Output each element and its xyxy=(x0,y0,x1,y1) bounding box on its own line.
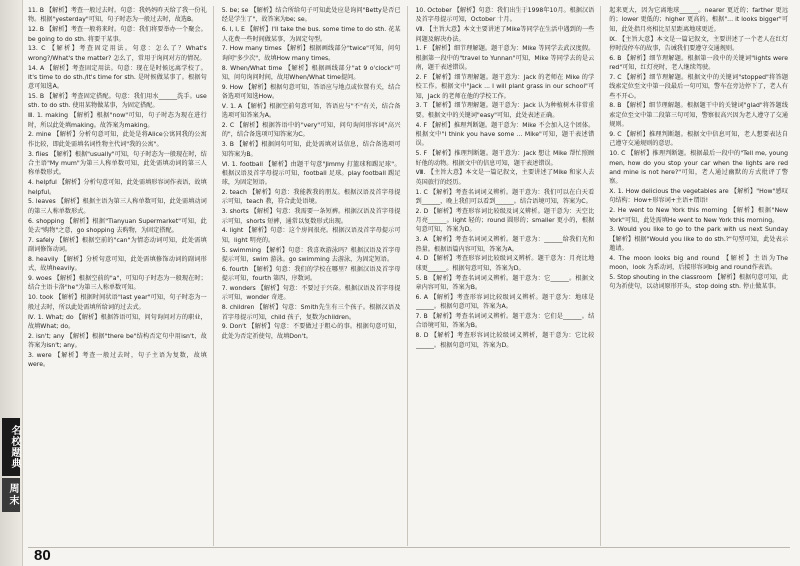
answer-paragraph: 2. mine 【解析】分析句意可知，此处是将Alice公寓同我的公寓作比较，即此处需填名词性物主代词"我的公寓"。 xyxy=(28,131,207,148)
answer-paragraph: 4. helpful 【解析】分析句意可知，此处需填形容词作表语，故填helpful。 xyxy=(28,179,207,196)
answer-paragraph: 9. woes 【解析】根据空前的"a"，可知句子时态为一般现在时；结合主语卡洛"he"为第三人称单数可知。 xyxy=(28,275,207,292)
answer-paragraph: 9. C 【解析】推理判断题。根据文中信息可知，老人想要表达自己遵守交通规则的意思。 xyxy=(609,130,788,148)
answer-paragraph: Ⅹ. 1. How delicious the vegetables are 【解析】"How"感叹句结构：How+形容词+主语+谓语! xyxy=(609,188,788,205)
answer-paragraph: Ⅷ. 【主旨大意】本文是一篇记叙文，主要讲述了Mike 和家人去英国旅行的经历。 xyxy=(415,169,595,186)
answer-paragraph: 3. shorts 【解析】句意：我需要一条短裤。根据汉语及首字母提示可知，shorts 短裤，通常以复数形式出现。 xyxy=(221,208,401,225)
answer-paragraph: 起来更大，因为它离地球______。nearer 更近的；farther 更远的；lower 更低的；higher 更高的。根据"... it looks bigger"可知，此处指月亮相比星星距离地球更近。 xyxy=(609,7,788,33)
answer-paragraph: 9. How 【解析】根据句意可知，答语应与地点或位置有关，结合备选项可知选How。 xyxy=(221,83,401,101)
answer-paragraph: 2. C 【解析】根据答语中的"very"可知，问句询问形容词"高兴的"，结合备选项可知答案为C。 xyxy=(221,122,401,139)
answer-paragraph: 14. A 【解析】考查固定用法。句意：现在是时候远离学校了。It's time to do sth./It's time for sth. 是时候做某事了。根据句意可知选A。 xyxy=(28,64,207,91)
answer-paragraph: 8. When/What time 【解析】根据画线部分"at 9 o'clock"可知，问句询问时间，故用When/What time提问。 xyxy=(221,64,401,81)
answer-paragraph: 4. light 【解析】句意：这个房间很亮。根据汉语及首字母提示可知，light 明亮的。 xyxy=(221,227,401,244)
answer-paragraph: 6. B 【解析】细节理解题。根据第一段中的关键词"lights were red"可知，红灯亮时，老人继续驾驶。 xyxy=(609,54,788,72)
answer-paragraph: 2. F 【解析】细节理解题。题干意为：Jack 的老师在 Mike 的学校工作。根据文中"Jack ... I will plant grass in our school"可知，Jack 的老师在他的学校工作。 xyxy=(415,73,595,100)
answer-paragraph: 7. wonders 【解析】句意：不要过于兴奋。根据汉语及首字母提示可知，wonder 奇迹。 xyxy=(221,284,401,302)
answer-paragraph: 7. safely 【解析】根据空前的"can"为情态动词可知，此处需填副词修饰动词。 xyxy=(28,236,207,254)
answer-paragraph: 2. D 【解析】考查形容词比较级及词义辨析。题干意为：天空比月亮______。light 轻的；round 圆形的；smaller 更小的，根据句意可知，答案为D。 xyxy=(415,207,595,234)
answer-paragraph: 2. teach 【解析】句意：我能教我的朋友。根据汉语及首字母提示可知，teach 教，符合此处语境。 xyxy=(221,189,401,206)
column-1 xyxy=(28,6,214,546)
answer-paragraph: 2. He went to New York this morning 【解析】根据"New York"可知，此处需填He went to New York this morning。 xyxy=(609,207,788,224)
side-tab xyxy=(0,0,23,566)
answer-paragraph: 3. B 【解析】根据问句可知，此处需填对话信息，结合备选项可知答案为B。 xyxy=(221,141,401,158)
answer-paragraph: 9. Don't 【解析】句意：不要做过于粗心的事。根据句意可知，此处为否定祈使句，故填Don't。 xyxy=(221,323,401,340)
answer-paragraph: 3. flies 【解析】根据"usually"可知，句子时态为一般现在时，结合主语"My mum"为第三人称单数可知，此处需填动词的第三人称单数形式。 xyxy=(28,150,207,177)
answer-paragraph: 7. B 【解析】考查名词词义辨析。题干意为：它们是______。结合语境可知，答案为B。 xyxy=(415,313,595,330)
column-3 xyxy=(416,6,602,546)
answer-paragraph: Ⅶ. 【主旨大意】本文主要讲述了Mike等同学在生活中遇到的一些问题及解决办法。 xyxy=(415,26,595,43)
answer-paragraph: 7. C 【解析】细节理解题。根据文中的关键词"stopped"将答题线索定位至文中第一段最后一句可知，警车在旁边停下了，老人有些不开心。 xyxy=(609,73,788,100)
answer-paragraph: 3. Would you like to go to the park with us next Sunday 【解析】根据"Would you like to do sth.?"句型可知，此处表示邀请。 xyxy=(609,226,788,253)
answer-paragraph: 12. B 【解析】考查一般将来时。句意：我们将要举办一个聚会。be going to do sth. 将要干某事。 xyxy=(28,26,207,43)
answer-paragraph: 8. heavily 【解析】分析句意可知，此处需填修饰动词的副词形式，故填heavily。 xyxy=(28,255,207,273)
answer-paragraph: 3. T 【解析】细节理解题。题干意为：Jack 认为种植树木非常重要。根据文中的关键词"easy"可知，此处表述正确。 xyxy=(415,102,595,119)
text-columns xyxy=(28,6,794,546)
answer-paragraph: 5. B 【解析】考查名词词义辨析。题干意为：它______。根据文章内容可知，答案为B。 xyxy=(415,274,595,291)
answer-paragraph: 6. fourth 【解析】句意：我们的学校在哪里？根据汉语及首字母提示可知，fourth 第四，序数词。 xyxy=(221,265,401,283)
answer-paragraph: 8. D 【解析】考查形容词比较级词义辨析，题干意为：它比较______。根据句意可知，答案为D。 xyxy=(415,332,595,349)
answer-paragraph: Ⅳ. 1. What; do 【解析】根据答语可知，问句询问对方的职业，故填What; do。 xyxy=(28,313,207,330)
answer-paragraph: 8. B 【解析】细节理解题。根据题干中的关键词"glad"将答题线索定位至文中第二段第三句可知，警察很高兴因为老人遵守了交通规则。 xyxy=(609,102,788,129)
answer-paragraph: 6. I, I, E 【解析】I'll take the bus. some time to do sth. 花某人花费一些时间做某事，为固定句型。 xyxy=(221,26,401,43)
answer-paragraph: 4. F 【解析】推理判断题。题干意为：Mike 不会加入这个团体。根据文中"I think you have some ... Mike"可知，题干表述错误。 xyxy=(415,121,595,148)
side-tab-title: 名校题典 xyxy=(2,418,20,476)
answer-paragraph: Ⅲ. 1. making 【解析】根据"now"可知，句子时态为现在进行时，所以此处填making。故答案为making。 xyxy=(28,112,207,129)
column-2 xyxy=(222,6,408,546)
answer-paragraph: Ⅵ. 1. football 【解析】由题干句意"Jimmy 打篮球和踢足球"。根据汉语及首字母提示可知，football 足球。play football 踢足球，为固定短语。 xyxy=(221,160,401,187)
answer-paragraph: 3. A 【解析】考查名词词义辨析。题干意为：______给我们光和热量。根据语篇内容可知，答案为A。 xyxy=(415,236,595,253)
answer-paragraph: 5. swimming 【解析】句意：我喜欢游泳吗？根据汉语及首字母提示可知，swim 游泳。go swimming 去游泳，为固定短语。 xyxy=(221,246,401,263)
answer-paragraph: Ⅴ. 1. A 【解析】根据空前句意可知，答语应与"不"有关，结合备选项可知答案为A。 xyxy=(221,102,401,120)
answer-paragraph: 5. Stop shouting in the classroom 【解析】根据句意可知，此句为祈使句，以动词原形开头，stop doing sth. 停止做某事。 xyxy=(609,274,788,291)
answer-paragraph: 5. leaves 【解析】根据主语为第三人称单数可知，此处需填动词的第三人称单数形式。 xyxy=(28,198,207,215)
answer-paragraph: 6. shopping 【解析】根据"Tianyuan Supermarket"可知，此处去"购物"之意，go shopping 去购物，为固定搭配。 xyxy=(28,217,207,234)
answer-paragraph: 10. took 【解析】根据时间状语"last year"可知，句子时态为一般过去时，所以此处需填所给词的过去式。 xyxy=(28,294,207,311)
answer-paragraph: 10. October 【解析】句意：我们出生于1998年10月。根据汉语及首字母提示可知，October 十月。 xyxy=(415,7,595,24)
answer-paragraph: 2. isn't; any 【解析】根据"there be"结构否定句中用isn't，故答案为isn't; any。 xyxy=(28,332,207,350)
answer-paragraph: 7. How many times 【解析】根据画线部分"twice"可知，问句询问"多少次"，故填How many times。 xyxy=(221,45,401,62)
answer-paragraph: 13. C 【解析】考查固定用法。句意：怎么了？What's wrong?/What's the matter? 怎么了，常用于询问对方的情况。 xyxy=(28,45,207,62)
footer-divider xyxy=(28,547,790,548)
answer-paragraph: 15. B 【解析】考查固定搭配。句意：我们用水______洗手。use sth. to do sth. 使用某物做某事，为固定搭配。 xyxy=(28,93,207,110)
side-tab-subtitle: 周末 xyxy=(2,478,20,512)
answer-paragraph: 3. were 【解析】考查一般过去时，句子主语为复数，故填were。 xyxy=(28,351,207,369)
answer-paragraph: 11. B 【解析】考查一般过去时。句意：我妈妈昨天给了我一份礼物。根据"yesterday"可知，句子时态为一般过去时，故选B。 xyxy=(28,7,207,24)
answer-paragraph: 4. The moon looks big and round 【解析】主语为The moon，look 为系动词，后接形容词big and round作表语。 xyxy=(609,254,788,272)
answer-paragraph: 5. F 【解析】推理判断题。题干意为：Jack 想让 Mike 帮忙照顾好他的动物。根据文中的信息可知，题干表述错误。 xyxy=(415,150,595,167)
answer-paragraph: 1. C 【解析】考查名词词义辨析。题干意为：我们可以在白天看到______，晚上我们可以看到______。结合语境可知，答案为C。 xyxy=(415,188,595,205)
answer-paragraph: 5. be; se 【解析】结合所给句子可知此处应是询问"Betty是否已经是学生了"，故答案为be; se。 xyxy=(221,7,401,24)
answer-paragraph: 1. F 【解析】细节理解题。题干意为：Mike 等同学去武汉度假。根据第一段中的"travel to Yunnan"可知，Mike 等同学去的是云南，题干表述错误。 xyxy=(415,45,595,72)
answer-paragraph: 10. C 【解析】推理判断题。根据最后一段中的"Tell me, young men, how do you stop your car when the lights are red and mine is not here?"可知，老人通过幽默的方式批评了警察。 xyxy=(609,150,788,186)
answer-paragraph: Ⅸ. 【主旨大意】本文是一篇记叙文，主要讲述了一个老人在红灯停时没停车的故事，告诫我们要遵守交通规则。 xyxy=(609,35,788,52)
column-4 xyxy=(609,6,794,546)
answer-paragraph: 8. children 【解析】句意：Smith先生有三个孩子。根据汉语及首字母提示可知，child 孩子，复数为children。 xyxy=(221,304,401,321)
page-number: 80 xyxy=(34,547,51,564)
answer-paragraph: 6. A 【解析】考查形容词比较级词义辨析。题干意为：地球是______。根据句意可知，答案为A。 xyxy=(415,293,595,311)
answer-paragraph: 4. D 【解析】考查形容词比较级词义辨析。题干意为：月亮比地球更______。根据句意可知，答案为D。 xyxy=(415,255,595,272)
